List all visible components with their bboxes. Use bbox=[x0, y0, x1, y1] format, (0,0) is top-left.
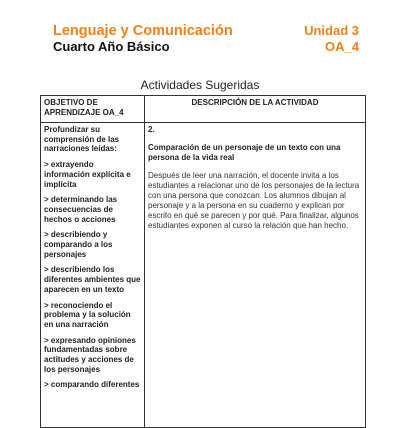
objective-item: Profundizar su comprensión de las narraciones leídas: bbox=[44, 125, 120, 154]
objective-item: > describiendo y comparando a los personajes bbox=[44, 230, 113, 259]
objective-code: OA_4 bbox=[325, 39, 359, 54]
activity-description-cell bbox=[145, 123, 366, 428]
objective-item: > expresando opiniones fundamentadas sobre actitudes y acciones de los personajes bbox=[44, 335, 136, 374]
subject-title: Lenguaje y Comunicación bbox=[53, 23, 233, 39]
objectives-cell bbox=[41, 123, 145, 428]
description-column-header: DESCRIPCIÓN DE LA ACTIVIDAD bbox=[145, 96, 366, 123]
section-title: Actividades Sugeridas bbox=[140, 78, 260, 92]
objective-item: > determinando las consecuencias de hechos o acciones bbox=[44, 195, 118, 224]
objective-column-header: OBJETIVO DE APRENDIZAJE OA_4 bbox=[41, 96, 145, 123]
activity-subtitle: Comparación de un personaje de un texto con una persona de la vida real bbox=[148, 143, 341, 162]
document-header bbox=[53, 23, 359, 57]
table-header-row bbox=[41, 96, 366, 123]
table-row bbox=[41, 123, 366, 428]
objective-item: > describiendo los diferentes ambientes que aparecen en un texto bbox=[44, 265, 141, 294]
activities-table bbox=[40, 95, 366, 428]
activity-number: 2. bbox=[148, 125, 155, 134]
objective-item: > comparando diferentes bbox=[44, 380, 140, 390]
objective-item: > reconociendo el problema y la solución en una narración bbox=[44, 300, 131, 329]
grade-level: Cuarto Año Básico bbox=[53, 39, 170, 54]
unit-label: Unidad 3 bbox=[304, 23, 359, 38]
activity-body: Después de leer una narración, el docente invita a los estudiantes a relacionar uno de los personajes de la lectura con una persona que conozcan. Los alumnos dibujan al personaje y a la persona en su cuaderno y explican por escrito en qué se parecen y por qué. Para finalizar, algunos estudiantes exponen al curso la relación que han hecho. bbox=[148, 171, 360, 230]
objective-item: > extrayendo información explícita e implícita bbox=[44, 160, 131, 189]
